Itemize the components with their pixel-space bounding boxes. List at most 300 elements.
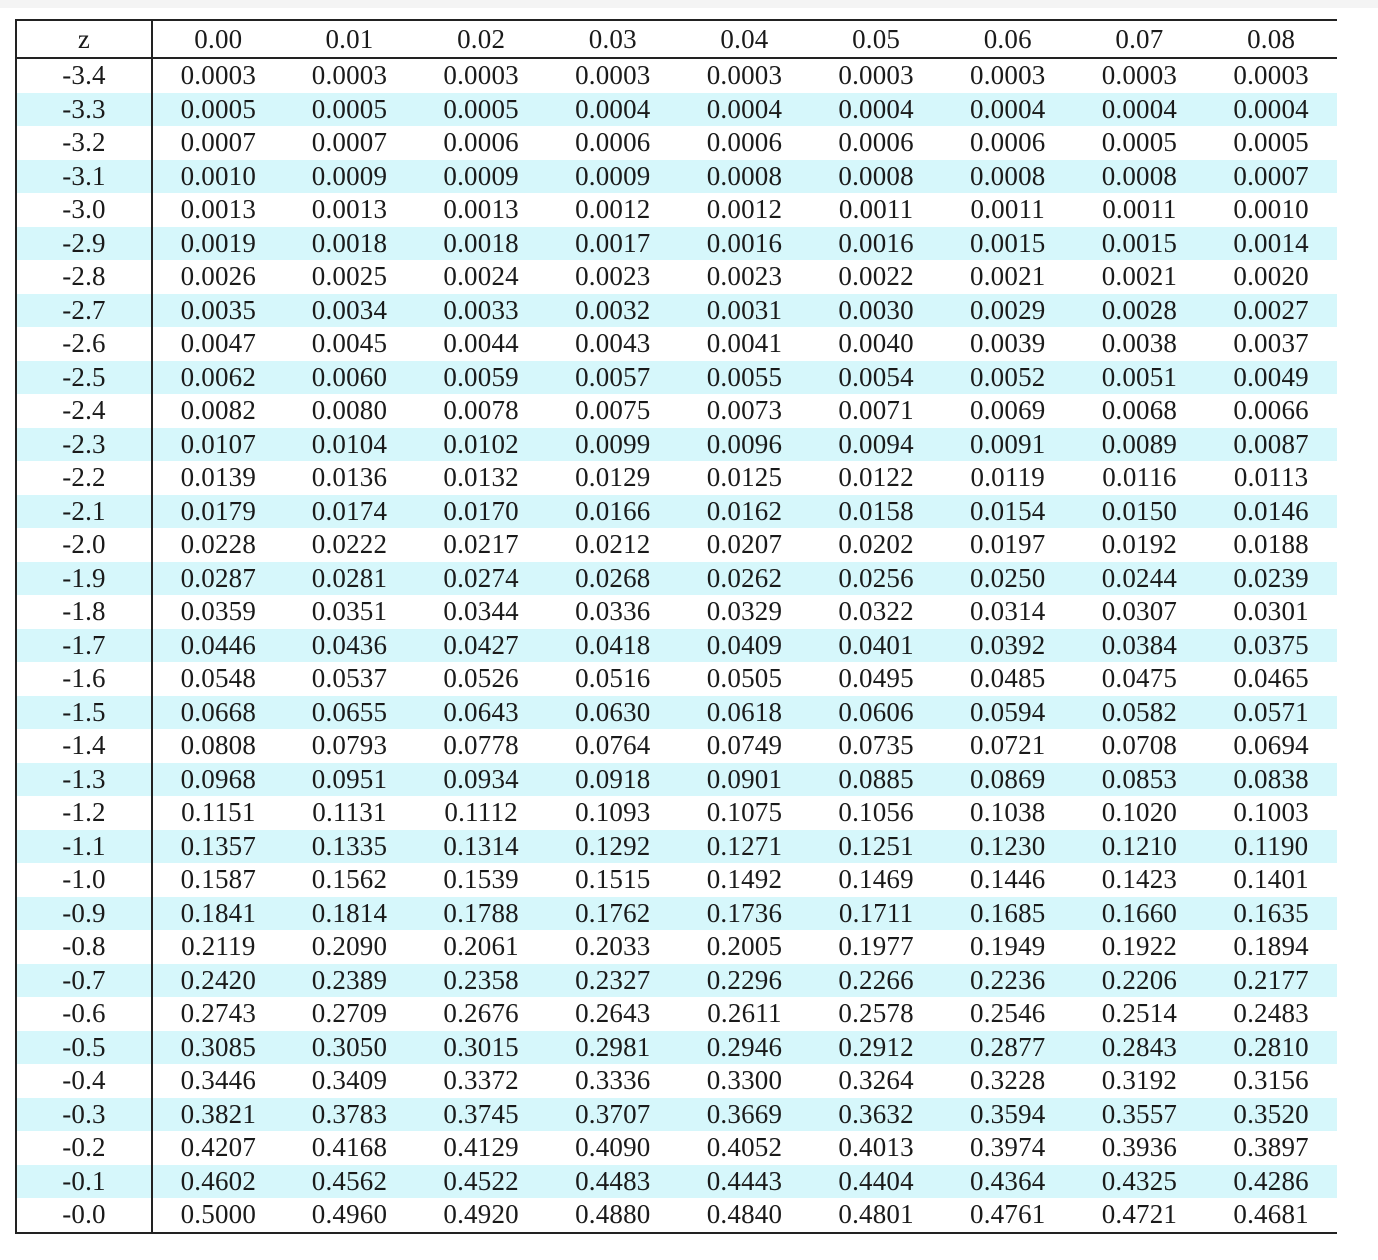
- probability-cell: 0.2236: [942, 964, 1074, 998]
- probability-cell: 0.0475: [1101, 663, 1178, 694]
- probability-cell: 0.1075: [706, 797, 783, 828]
- probability-cell: 0.0069: [970, 395, 1046, 426]
- header-col: 0.04: [679, 21, 811, 58]
- probability-cell: 0.0853: [1074, 763, 1206, 797]
- probability-cell: 0.0158: [810, 495, 942, 529]
- probability-cell: 0.0003: [575, 60, 651, 91]
- z-value-cell: -2.1: [17, 495, 152, 529]
- table-row: [17, 126, 1337, 160]
- header-col: 0.07: [1074, 21, 1206, 58]
- probability-cell: 0.0885: [810, 763, 942, 797]
- z-value-cell: -2.4: [17, 394, 152, 428]
- probability-cell: 0.2119: [181, 931, 256, 962]
- probability-cell: 0.0003: [443, 60, 519, 91]
- probability-cell: 0.4090: [575, 1132, 651, 1163]
- table-row: [17, 930, 1337, 964]
- z-value-cell: -0.5: [17, 1031, 152, 1065]
- probability-cell: 0.3669: [679, 1098, 811, 1132]
- probability-cell: 0.0465: [1233, 663, 1309, 694]
- probability-cell: 0.0010: [1233, 194, 1309, 225]
- probability-cell: 0.0495: [838, 663, 914, 694]
- probability-cell: 0.0485: [970, 663, 1046, 694]
- probability-cell: 0.0054: [810, 361, 942, 395]
- z-value-cell: -0.2: [17, 1131, 152, 1165]
- probability-cell: 0.4364: [942, 1165, 1074, 1199]
- probability-cell: 0.0735: [838, 730, 914, 761]
- table-row: [17, 160, 1337, 194]
- probability-cell: 0.0032: [547, 294, 679, 328]
- z-table-header: [17, 21, 1337, 58]
- probability-cell: 0.1736: [679, 897, 811, 931]
- probability-cell: 0.0427: [415, 629, 547, 663]
- probability-cell: 0.0040: [838, 328, 914, 359]
- z-value-cell: -2.9: [17, 227, 152, 261]
- z-value-cell: -1.5: [17, 696, 152, 730]
- probability-cell: 0.1335: [284, 830, 416, 864]
- probability-cell: 0.0268: [547, 562, 679, 596]
- z-value-cell: -1.1: [17, 830, 152, 864]
- probability-cell: 0.1841: [152, 897, 284, 931]
- probability-cell: 0.0022: [838, 261, 914, 292]
- probability-cell: 0.0091: [942, 428, 1074, 462]
- table-row: [17, 58, 1337, 93]
- probability-cell: 0.0020: [1233, 261, 1309, 292]
- probability-cell: 0.0059: [415, 361, 547, 395]
- probability-cell: 0.0005: [415, 93, 547, 127]
- table-row: [17, 662, 1337, 696]
- probability-cell: 0.3015: [415, 1031, 547, 1065]
- z-table-container: [15, 19, 1337, 1234]
- probability-cell: 0.3409: [311, 1065, 388, 1096]
- probability-cell: 0.0009: [284, 160, 416, 194]
- probability-cell: 0.0089: [1074, 428, 1206, 462]
- table-row: [17, 461, 1337, 495]
- probability-cell: 0.2743: [180, 998, 257, 1029]
- probability-cell: 0.0004: [1074, 93, 1206, 127]
- probability-cell: 0.1112: [444, 797, 518, 828]
- probability-cell: 0.1210: [1074, 830, 1206, 864]
- probability-cell: 0.0006: [706, 127, 783, 158]
- table-row: [17, 394, 1337, 428]
- probability-cell: 0.0314: [970, 596, 1046, 627]
- table-row: [17, 327, 1337, 361]
- probability-cell: 0.4129: [443, 1132, 519, 1163]
- probability-cell: 0.0594: [942, 696, 1074, 730]
- probability-cell: 0.1131: [312, 797, 387, 828]
- probability-cell: 0.4602: [152, 1165, 284, 1199]
- probability-cell: 0.0066: [1233, 395, 1309, 426]
- probability-cell: 0.4920: [443, 1199, 519, 1230]
- probability-cell: 0.0029: [942, 294, 1074, 328]
- probability-cell: 0.3632: [810, 1098, 942, 1132]
- header-col: 0.05: [810, 21, 942, 58]
- probability-cell: 0.0027: [1205, 294, 1337, 328]
- probability-cell: 0.0011: [970, 194, 1045, 225]
- probability-cell: 0.2611: [707, 998, 782, 1029]
- z-value-cell: -3.0: [17, 193, 152, 227]
- z-value-cell: -2.7: [17, 294, 152, 328]
- probability-cell: 0.1271: [679, 830, 811, 864]
- probability-cell: 0.0017: [547, 227, 679, 261]
- probability-cell: 0.0344: [443, 596, 519, 627]
- probability-cell: 0.3557: [1074, 1098, 1206, 1132]
- probability-cell: 0.0668: [152, 696, 284, 730]
- probability-cell: 0.2420: [152, 964, 284, 998]
- probability-cell: 0.0301: [1233, 596, 1309, 627]
- z-value-cell: -3.2: [17, 126, 152, 160]
- probability-cell: 0.0005: [1233, 127, 1309, 158]
- probability-cell: 0.0329: [706, 596, 783, 627]
- probability-cell: 0.1056: [838, 797, 914, 828]
- probability-cell: 0.0146: [1205, 495, 1337, 529]
- probability-cell: 0.0281: [284, 562, 416, 596]
- probability-cell: 0.0009: [415, 160, 547, 194]
- probability-cell: 0.4168: [311, 1132, 388, 1163]
- probability-cell: 0.0119: [970, 462, 1045, 493]
- probability-cell: 0.3264: [838, 1065, 914, 1096]
- probability-cell: 0.0012: [575, 194, 651, 225]
- probability-cell: 0.1587: [180, 864, 257, 895]
- z-value-cell: -0.1: [17, 1165, 152, 1199]
- probability-cell: 0.0004: [942, 93, 1074, 127]
- probability-cell: 0.0170: [415, 495, 547, 529]
- probability-cell: 0.2676: [443, 998, 519, 1029]
- probability-cell: 0.0007: [180, 127, 257, 158]
- z-value-cell: -1.2: [17, 796, 152, 830]
- table-row: [17, 595, 1337, 629]
- probability-cell: 0.0150: [1074, 495, 1206, 529]
- probability-cell: 0.3300: [706, 1065, 783, 1096]
- probability-cell: 0.0068: [1101, 395, 1178, 426]
- z-value-cell: -2.5: [17, 361, 152, 395]
- z-value-cell: -2.0: [17, 528, 152, 562]
- probability-cell: 0.0045: [311, 328, 388, 359]
- probability-cell: 0.0023: [575, 261, 651, 292]
- z-value-cell: -0.8: [17, 930, 152, 964]
- z-value-cell: -0.9: [17, 897, 152, 931]
- z-value-cell: -1.4: [17, 729, 152, 763]
- probability-cell: 0.0010: [152, 160, 284, 194]
- probability-cell: 0.0039: [970, 328, 1046, 359]
- probability-cell: 0.2483: [1233, 998, 1309, 1029]
- probability-cell: 0.0166: [547, 495, 679, 529]
- probability-cell: 0.4052: [706, 1132, 783, 1163]
- probability-cell: 0.0113: [1233, 462, 1309, 493]
- probability-cell: 0.2033: [575, 931, 651, 962]
- probability-cell: 0.0446: [152, 629, 284, 663]
- probability-cell: 0.0222: [311, 529, 388, 560]
- probability-cell: 0.0041: [706, 328, 783, 359]
- probability-cell: 0.0951: [284, 763, 416, 797]
- probability-cell: 0.2514: [1101, 998, 1178, 1029]
- probability-cell: 0.0026: [180, 261, 257, 292]
- probability-cell: 0.0606: [810, 696, 942, 730]
- header-z: z: [17, 21, 152, 58]
- probability-cell: 0.0015: [942, 227, 1074, 261]
- probability-cell: 0.3228: [970, 1065, 1046, 1096]
- table-row: [17, 562, 1337, 596]
- probability-cell: 0.4681: [1233, 1199, 1309, 1230]
- probability-cell: 0.0808: [180, 730, 257, 761]
- probability-cell: 0.3745: [415, 1098, 547, 1132]
- probability-cell: 0.0005: [284, 93, 416, 127]
- probability-cell: 0.0005: [1101, 127, 1178, 158]
- probability-cell: 0.0262: [679, 562, 811, 596]
- probability-cell: 0.1635: [1205, 897, 1337, 931]
- probability-cell: 0.0256: [810, 562, 942, 596]
- probability-cell: 0.1562: [311, 864, 388, 895]
- probability-cell: 0.0643: [415, 696, 547, 730]
- table-row: [17, 260, 1337, 294]
- probability-cell: 0.0307: [1101, 596, 1178, 627]
- probability-cell: 0.0060: [284, 361, 416, 395]
- table-row: [17, 729, 1337, 763]
- probability-cell: 0.0764: [575, 730, 651, 761]
- probability-cell: 0.4325: [1074, 1165, 1206, 1199]
- probability-cell: 0.0003: [1101, 60, 1178, 91]
- probability-cell: 0.0008: [679, 160, 811, 194]
- z-value-cell: -0.7: [17, 964, 152, 998]
- probability-cell: 0.0094: [810, 428, 942, 462]
- probability-cell: 0.0055: [679, 361, 811, 395]
- probability-cell: 0.3783: [284, 1098, 416, 1132]
- probability-cell: 0.0516: [575, 663, 651, 694]
- probability-cell: 0.0694: [1233, 730, 1309, 761]
- probability-cell: 0.0188: [1233, 529, 1309, 560]
- probability-cell: 0.0197: [970, 529, 1046, 560]
- probability-cell: 0.0526: [443, 663, 519, 694]
- probability-cell: 0.2090: [311, 931, 388, 962]
- z-value-cell: -0.4: [17, 1064, 152, 1098]
- header-col: 0.00: [152, 21, 284, 58]
- z-value-cell: -3.4: [17, 58, 152, 93]
- probability-cell: 0.0012: [706, 194, 783, 225]
- probability-cell: 0.0322: [838, 596, 914, 627]
- probability-cell: 0.3446: [180, 1065, 257, 1096]
- probability-cell: 0.0359: [180, 596, 257, 627]
- probability-cell: 0.0011: [1102, 194, 1177, 225]
- probability-cell: 0.3192: [1101, 1065, 1178, 1096]
- z-value-cell: -1.8: [17, 595, 152, 629]
- probability-cell: 0.3936: [1101, 1132, 1178, 1163]
- probability-cell: 0.4880: [575, 1199, 651, 1230]
- probability-cell: 0.4761: [970, 1199, 1046, 1230]
- probability-cell: 0.0099: [547, 428, 679, 462]
- probability-cell: 0.1003: [1233, 797, 1309, 828]
- probability-cell: 0.2546: [970, 998, 1046, 1029]
- probability-cell: 0.1977: [838, 931, 914, 962]
- probability-cell: 0.0003: [838, 60, 914, 91]
- probability-cell: 0.2005: [706, 931, 783, 962]
- probability-cell: 0.0004: [547, 93, 679, 127]
- probability-cell: 0.0228: [180, 529, 257, 560]
- probability-cell: 0.4840: [706, 1199, 783, 1230]
- probability-cell: 0.0034: [284, 294, 416, 328]
- probability-cell: 0.0062: [152, 361, 284, 395]
- probability-cell: 0.1038: [970, 797, 1046, 828]
- probability-cell: 0.0006: [575, 127, 651, 158]
- probability-cell: 0.0384: [1074, 629, 1206, 663]
- probability-cell: 0.0075: [575, 395, 651, 426]
- probability-cell: 0.0287: [152, 562, 284, 596]
- probability-cell: 0.0749: [706, 730, 783, 761]
- probability-cell: 0.0023: [706, 261, 783, 292]
- z-value-cell: -3.1: [17, 160, 152, 194]
- probability-cell: 0.0057: [547, 361, 679, 395]
- probability-cell: 0.1446: [970, 864, 1046, 895]
- table-row: [17, 964, 1337, 998]
- probability-cell: 0.1492: [706, 864, 783, 895]
- probability-cell: 0.4443: [679, 1165, 811, 1199]
- probability-cell: 0.1292: [547, 830, 679, 864]
- probability-cell: 0.0918: [547, 763, 679, 797]
- probability-cell: 0.0013: [443, 194, 519, 225]
- probability-cell: 0.4801: [838, 1199, 914, 1230]
- probability-cell: 0.0006: [443, 127, 519, 158]
- probability-cell: 0.0838: [1205, 763, 1337, 797]
- probability-cell: 0.0005: [152, 93, 284, 127]
- probability-cell: 0.4562: [284, 1165, 416, 1199]
- probability-cell: 0.0037: [1233, 328, 1309, 359]
- probability-cell: 0.0047: [180, 328, 257, 359]
- probability-cell: 0.0087: [1205, 428, 1337, 462]
- probability-cell: 0.1251: [810, 830, 942, 864]
- probability-cell: 0.2358: [415, 964, 547, 998]
- probability-cell: 0.0212: [575, 529, 651, 560]
- probability-cell: 0.2206: [1074, 964, 1206, 998]
- probability-cell: 0.0217: [443, 529, 519, 560]
- probability-cell: 0.1788: [415, 897, 547, 931]
- probability-cell: 0.3707: [547, 1098, 679, 1132]
- probability-cell: 0.1814: [284, 897, 416, 931]
- probability-cell: 0.3085: [152, 1031, 284, 1065]
- probability-cell: 0.0073: [706, 395, 783, 426]
- probability-cell: 0.0618: [679, 696, 811, 730]
- probability-cell: 0.0336: [575, 596, 651, 627]
- probability-cell: 0.0006: [970, 127, 1046, 158]
- probability-cell: 0.1151: [181, 797, 256, 828]
- table-row: [17, 796, 1337, 830]
- z-value-cell: -1.7: [17, 629, 152, 663]
- probability-cell: 0.0052: [942, 361, 1074, 395]
- header-col: 0.02: [415, 21, 547, 58]
- table-row: [17, 629, 1337, 663]
- probability-cell: 0.0051: [1074, 361, 1206, 395]
- probability-cell: 0.0003: [1233, 60, 1309, 91]
- table-row: [17, 1198, 1337, 1232]
- probability-cell: 0.0008: [810, 160, 942, 194]
- probability-cell: 0.3520: [1205, 1098, 1337, 1132]
- probability-cell: 0.1949: [970, 931, 1046, 962]
- probability-cell: 0.0174: [284, 495, 416, 529]
- probability-cell: 0.0018: [415, 227, 547, 261]
- table-row: [17, 294, 1337, 328]
- probability-cell: 0.2810: [1205, 1031, 1337, 1065]
- z-value-cell: -0.6: [17, 997, 152, 1031]
- probability-cell: 0.0035: [152, 294, 284, 328]
- probability-cell: 0.2946: [679, 1031, 811, 1065]
- probability-cell: 0.0030: [810, 294, 942, 328]
- probability-cell: 0.0013: [311, 194, 388, 225]
- z-value-cell: -2.6: [17, 327, 152, 361]
- probability-cell: 0.0033: [415, 294, 547, 328]
- probability-cell: 0.0008: [1074, 160, 1206, 194]
- z-value-cell: -1.6: [17, 662, 152, 696]
- probability-cell: 0.0934: [415, 763, 547, 797]
- probability-cell: 0.0013: [180, 194, 257, 225]
- probability-cell: 0.0162: [679, 495, 811, 529]
- probability-cell: 0.0038: [1101, 328, 1178, 359]
- probability-cell: 0.4013: [838, 1132, 914, 1163]
- probability-cell: 0.0207: [706, 529, 783, 560]
- probability-cell: 0.3050: [284, 1031, 416, 1065]
- probability-cell: 0.0139: [180, 462, 257, 493]
- probability-cell: 0.3594: [942, 1098, 1074, 1132]
- probability-cell: 0.2912: [810, 1031, 942, 1065]
- probability-cell: 0.1190: [1205, 830, 1337, 864]
- probability-cell: 0.0007: [311, 127, 388, 158]
- table-row: [17, 863, 1337, 897]
- probability-cell: 0.3372: [443, 1065, 519, 1096]
- probability-cell: 0.1894: [1233, 931, 1309, 962]
- probability-cell: 0.0401: [810, 629, 942, 663]
- probability-cell: 0.0409: [679, 629, 811, 663]
- header-col: 0.01: [284, 21, 416, 58]
- probability-cell: 0.1314: [415, 830, 547, 864]
- probability-cell: 0.0043: [575, 328, 651, 359]
- table-row: [17, 1098, 1337, 1132]
- probability-cell: 0.0078: [443, 395, 519, 426]
- probability-cell: 0.0004: [1205, 93, 1337, 127]
- z-value-cell: -1.0: [17, 863, 152, 897]
- probability-cell: 0.1401: [1233, 864, 1309, 895]
- probability-cell: 0.0548: [180, 663, 257, 694]
- table-row: [17, 93, 1337, 127]
- probability-cell: 0.2709: [311, 998, 388, 1029]
- probability-cell: 0.0008: [942, 160, 1074, 194]
- probability-cell: 0.1093: [575, 797, 651, 828]
- probability-cell: 0.0537: [311, 663, 388, 694]
- probability-cell: 0.1711: [810, 897, 942, 931]
- probability-cell: 0.0630: [547, 696, 679, 730]
- probability-cell: 0.0006: [838, 127, 914, 158]
- probability-cell: 0.0274: [415, 562, 547, 596]
- probability-cell: 0.3897: [1233, 1132, 1309, 1163]
- z-value-cell: -0.3: [17, 1098, 152, 1132]
- probability-cell: 0.2296: [679, 964, 811, 998]
- probability-cell: 0.0778: [443, 730, 519, 761]
- probability-cell: 0.0019: [152, 227, 284, 261]
- probability-cell: 0.1539: [443, 864, 519, 895]
- probability-cell: 0.0071: [838, 395, 914, 426]
- probability-cell: 0.1685: [942, 897, 1074, 931]
- probability-cell: 0.0080: [311, 395, 388, 426]
- probability-cell: 0.0009: [547, 160, 679, 194]
- probability-cell: 0.0351: [311, 596, 388, 627]
- probability-cell: 0.2981: [547, 1031, 679, 1065]
- probability-cell: 0.0003: [970, 60, 1046, 91]
- probability-cell: 0.4522: [415, 1165, 547, 1199]
- header-col: 0.03: [547, 21, 679, 58]
- probability-cell: 0.1515: [575, 864, 651, 895]
- z-value-cell: -2.3: [17, 428, 152, 462]
- table-row: [17, 830, 1337, 864]
- probability-cell: 0.1357: [152, 830, 284, 864]
- probability-cell: 0.0793: [311, 730, 388, 761]
- probability-cell: 0.1230: [942, 830, 1074, 864]
- probability-cell: 0.5000: [180, 1199, 257, 1230]
- probability-cell: 0.0018: [284, 227, 416, 261]
